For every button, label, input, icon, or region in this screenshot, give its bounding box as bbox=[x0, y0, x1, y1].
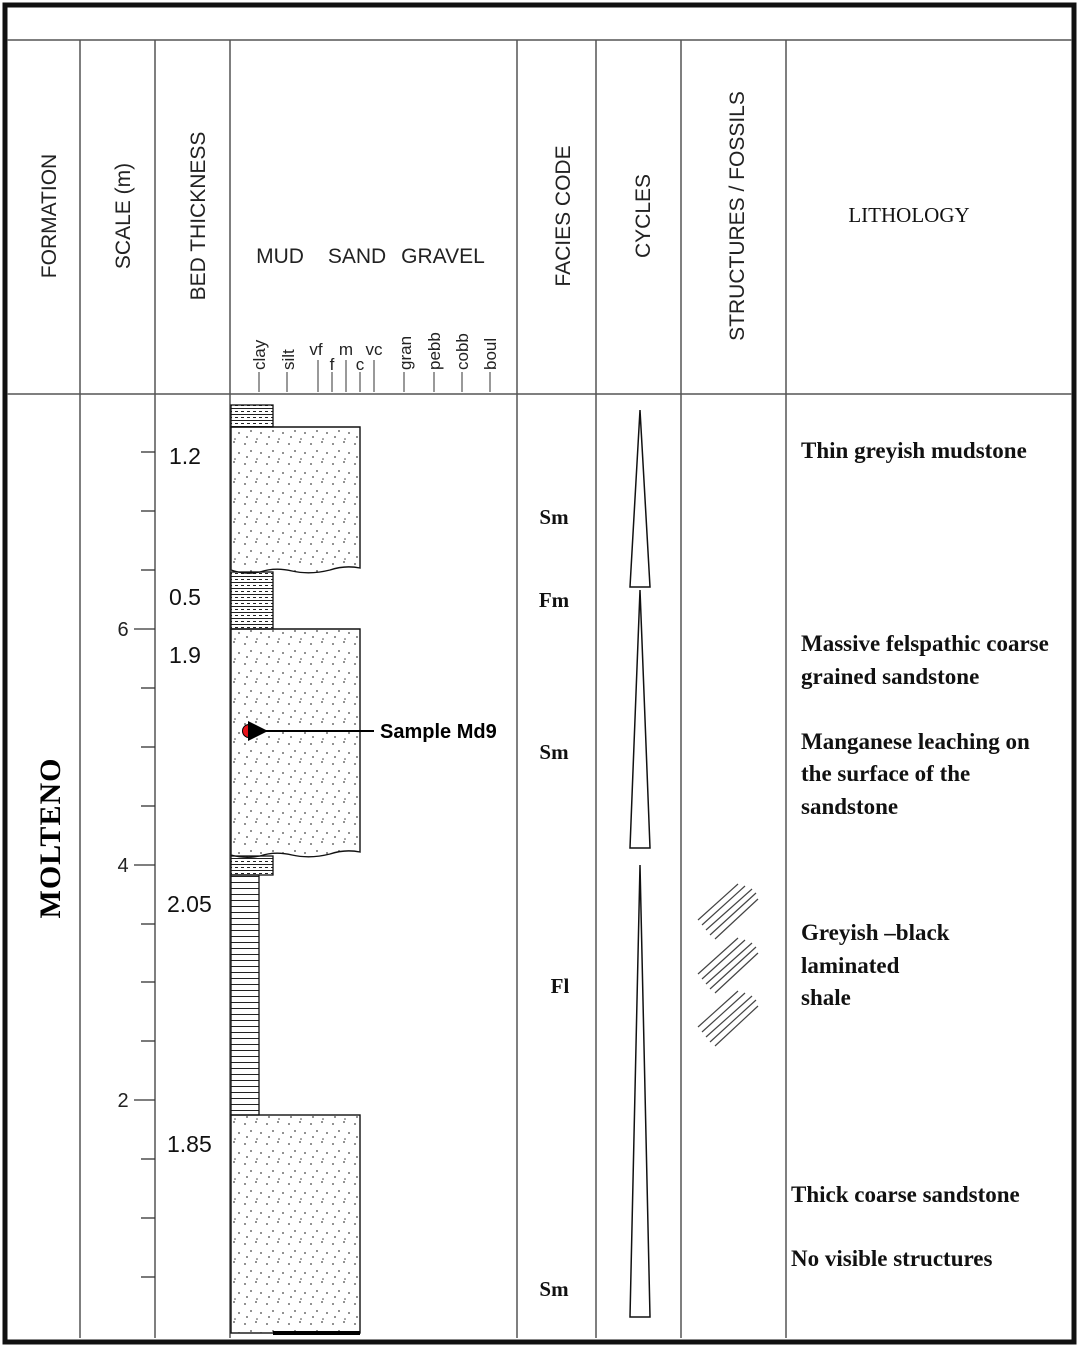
header-lithology: LITHOLOGY bbox=[848, 203, 970, 227]
cycles-column bbox=[630, 410, 650, 1317]
bed-shale bbox=[231, 875, 259, 1115]
cycle-triangle-2 bbox=[630, 590, 650, 848]
bed-thickness-3: 1.9 bbox=[169, 642, 201, 668]
bed-sandstone-1 bbox=[231, 427, 360, 573]
grain-size-c: c bbox=[355, 355, 365, 374]
lithology-desc-4c: shale bbox=[801, 985, 851, 1010]
bed-thickness-4: 2.05 bbox=[167, 891, 212, 917]
scale-label-2: 2 bbox=[117, 1090, 129, 1112]
cross-lamination-symbols bbox=[698, 884, 758, 1046]
bed-thickness-1: 1.2 bbox=[169, 443, 201, 469]
grain-size-pebb: pebb bbox=[425, 332, 444, 370]
cycle-triangle-3 bbox=[630, 865, 650, 1317]
lithology-desc-2b: grained sandstone bbox=[801, 664, 980, 689]
lithology-desc-3c: sandstone bbox=[801, 794, 899, 819]
scale-ticks bbox=[134, 452, 155, 1277]
grain-size-clay: clay bbox=[250, 339, 269, 370]
grain-size-boul: boul bbox=[481, 337, 500, 370]
grain-size-scale bbox=[250, 332, 500, 392]
lithology-desc-4a: Greyish –black bbox=[801, 920, 950, 945]
bed-sandstone-3 bbox=[231, 1115, 360, 1333]
bed-mud-3 bbox=[231, 856, 273, 875]
cross-lamination-3 bbox=[698, 991, 758, 1046]
grain-size-gran: gran bbox=[396, 335, 415, 370]
scale-label-4: 4 bbox=[117, 855, 129, 877]
grain-size-m: m bbox=[338, 340, 354, 359]
facies-code-5: Sm bbox=[539, 1277, 569, 1301]
cross-lamination-1 bbox=[698, 884, 758, 939]
lithology-desc-3b: the surface of the bbox=[801, 761, 971, 786]
lithology-desc-2a: Massive felspathic coarse bbox=[801, 631, 1049, 656]
grain-size-f: f bbox=[329, 355, 335, 374]
lithology-desc-3a: Manganese leaching on bbox=[801, 729, 1030, 754]
sample-dot bbox=[243, 725, 256, 738]
grain-size-cobb: cobb bbox=[453, 333, 472, 370]
bed-mud-top bbox=[231, 405, 273, 427]
bed-thickness-5: 1.85 bbox=[167, 1131, 212, 1157]
cycle-triangle-1 bbox=[630, 410, 650, 587]
grain-group-gravel: GRAVEL bbox=[401, 245, 485, 268]
grain-group-sand: SAND bbox=[327, 245, 387, 268]
bed-sandstone-2 bbox=[231, 629, 360, 857]
header-bed-thickness: BED THICKNESS bbox=[187, 131, 210, 301]
bed-thickness-2: 0.5 bbox=[169, 584, 201, 610]
header-structures: STRUCTURES / FOSSILS bbox=[726, 91, 749, 341]
lithology-desc-5: Thick coarse sandstone bbox=[791, 1182, 1020, 1207]
facies-code-4: Fl bbox=[550, 974, 570, 998]
facies-code-2: Fm bbox=[538, 588, 570, 612]
header-formation: FORMATION bbox=[38, 153, 61, 279]
header-facies-code: FACIES CODE bbox=[552, 145, 575, 287]
lithology-desc-4b: laminated bbox=[801, 953, 900, 978]
grain-size-vf: vf bbox=[309, 340, 323, 359]
grain-size-vc: vc bbox=[365, 340, 383, 359]
facies-code-1: Sm bbox=[539, 505, 569, 529]
lithology-desc-1: Thin greyish mudstone bbox=[801, 438, 1027, 463]
facies-code-3: Sm bbox=[539, 740, 569, 764]
header-scale: SCALE (m) bbox=[112, 162, 135, 270]
cross-lamination-2 bbox=[698, 938, 758, 993]
lithology-desc-6: No visible structures bbox=[791, 1246, 993, 1271]
grain-size-silt: silt bbox=[279, 349, 298, 370]
sample-label: Sample Md9 bbox=[380, 721, 497, 743]
formation-name: MOLTENO bbox=[34, 757, 67, 919]
grain-group-mud: MUD bbox=[256, 245, 304, 268]
lithology-column bbox=[231, 405, 360, 1333]
scale-label-6: 6 bbox=[117, 619, 129, 641]
header-cycles: CYCLES bbox=[632, 173, 655, 259]
bed-mud-2 bbox=[231, 572, 273, 629]
